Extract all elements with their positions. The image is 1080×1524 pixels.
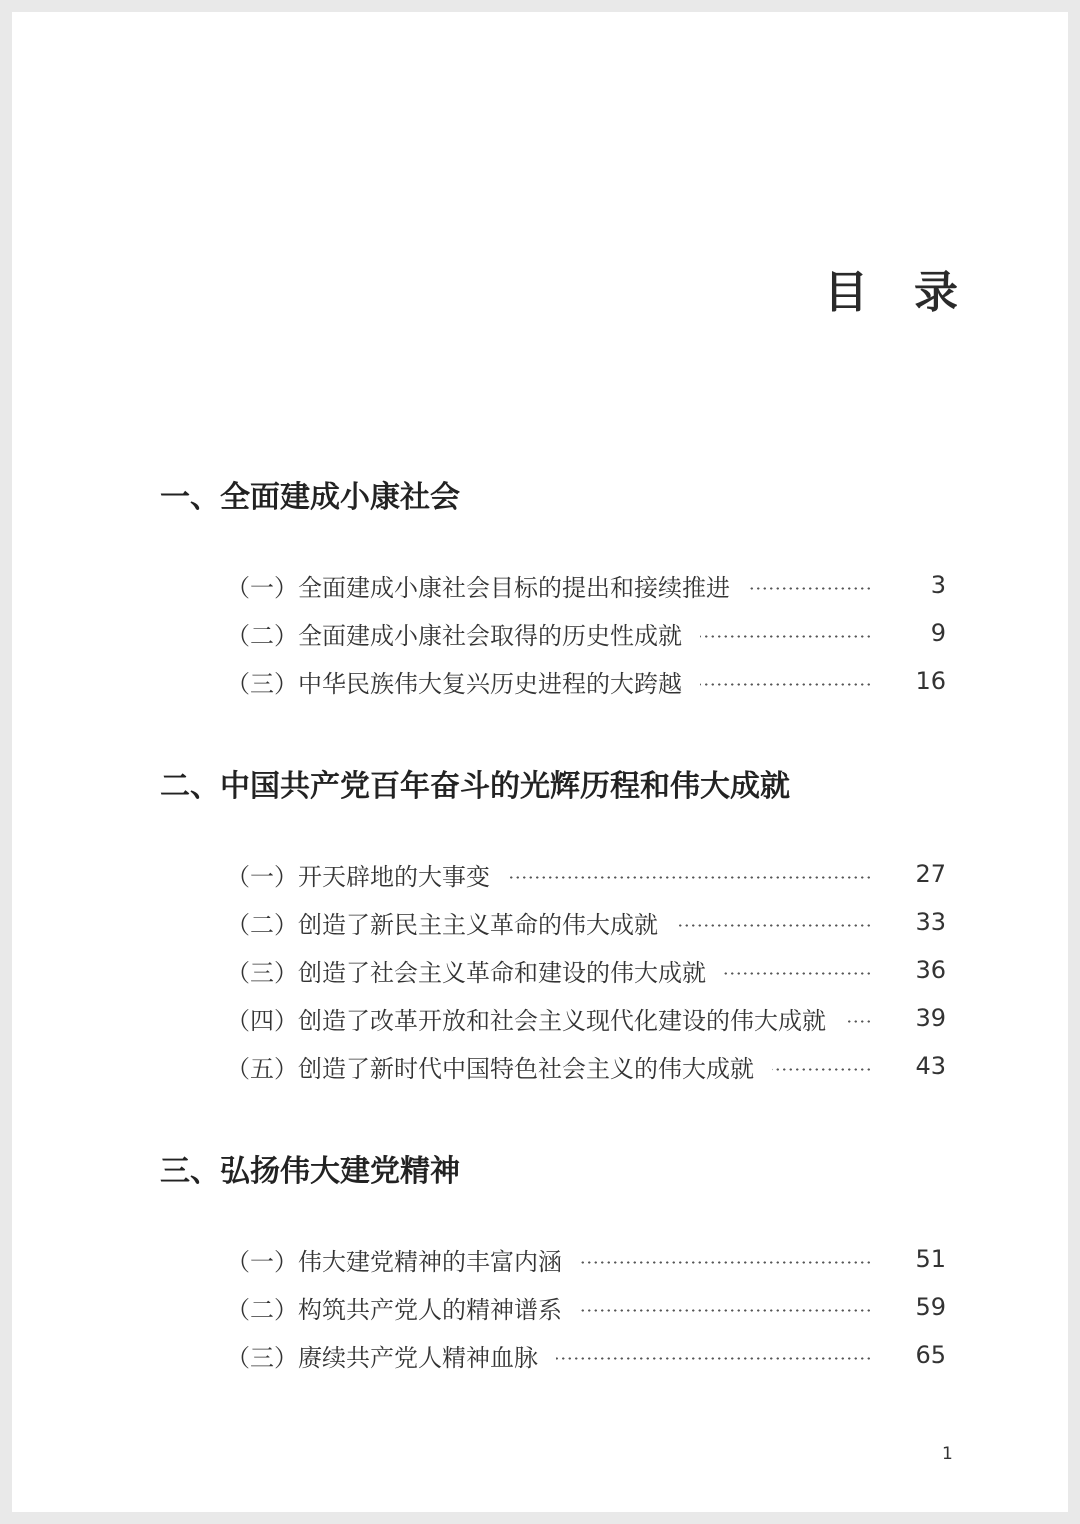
dot-leader [700,635,872,638]
dot-leader [508,876,872,879]
entry-page-number: 39 [915,1004,946,1032]
entry-page-number: 3 [930,571,946,599]
section-heading: 二、中国共产党百年奋斗的光辉历程和伟大成就 [160,769,790,804]
toc-entry[interactable] [226,1001,946,1035]
dot-leader [700,683,872,686]
entry-page-number: 9 [930,619,946,647]
entry-title: （三）中华民族伟大复兴历史进程的大跨越 [226,669,682,698]
toc-entry[interactable] [226,905,946,939]
toc-entry[interactable] [226,1290,946,1324]
entry-title: （三）赓续共产党人精神血脉 [226,1343,538,1372]
dot-leader [556,1357,872,1360]
entry-title: （五）创造了新时代中国特色社会主义的伟大成就 [226,1054,754,1083]
toc-entry[interactable] [226,664,946,698]
entry-title: （二）全面建成小康社会取得的历史性成就 [226,621,682,650]
dot-leader [580,1261,872,1264]
dot-leader [748,587,872,590]
entry-title: （二）构筑共产党人的精神谱系 [226,1295,562,1324]
toc-title: 目录 [824,267,1004,319]
dot-leader [844,1020,872,1023]
toc-section-2 [160,767,960,1083]
dot-leader [772,1068,872,1071]
entry-title: （一）全面建成小康社会目标的提出和接续推进 [226,573,730,602]
toc-entry[interactable] [226,953,946,987]
entry-page-number: 51 [915,1245,946,1273]
dot-leader [724,972,872,975]
entry-page-number: 36 [915,956,946,984]
toc-entry[interactable] [226,1049,946,1083]
entry-page-number: 43 [915,1052,946,1080]
toc-entry[interactable] [226,857,946,891]
toc-entry[interactable] [226,1338,946,1372]
entry-title: （三）创造了社会主义革命和建设的伟大成就 [226,958,706,987]
entry-page-number: 65 [915,1341,946,1369]
dot-leader [580,1309,872,1312]
toc-section-1 [160,478,960,698]
entry-page-number: 16 [915,667,946,695]
toc-entry[interactable] [226,568,946,602]
entry-page-number: 59 [915,1293,946,1321]
entry-title: （四）创造了改革开放和社会主义现代化建设的伟大成就 [226,1006,826,1035]
entry-title: （二）创造了新民主主义革命的伟大成就 [226,910,658,939]
entry-page-number: 33 [915,908,946,936]
page-number: 1 [942,1444,953,1464]
section-heading: 三、弘扬伟大建党精神 [160,1154,460,1189]
dot-leader [676,924,872,927]
entry-page-number: 27 [915,860,946,888]
entry-title: （一）伟大建党精神的丰富内涵 [226,1247,562,1276]
document-page [12,12,1068,1512]
section-heading: 一、全面建成小康社会 [160,480,460,515]
toc-entry[interactable] [226,616,946,650]
toc-section-3 [160,1152,960,1372]
toc-entry[interactable] [226,1242,946,1276]
entry-title: （一）开天辟地的大事变 [226,862,490,891]
